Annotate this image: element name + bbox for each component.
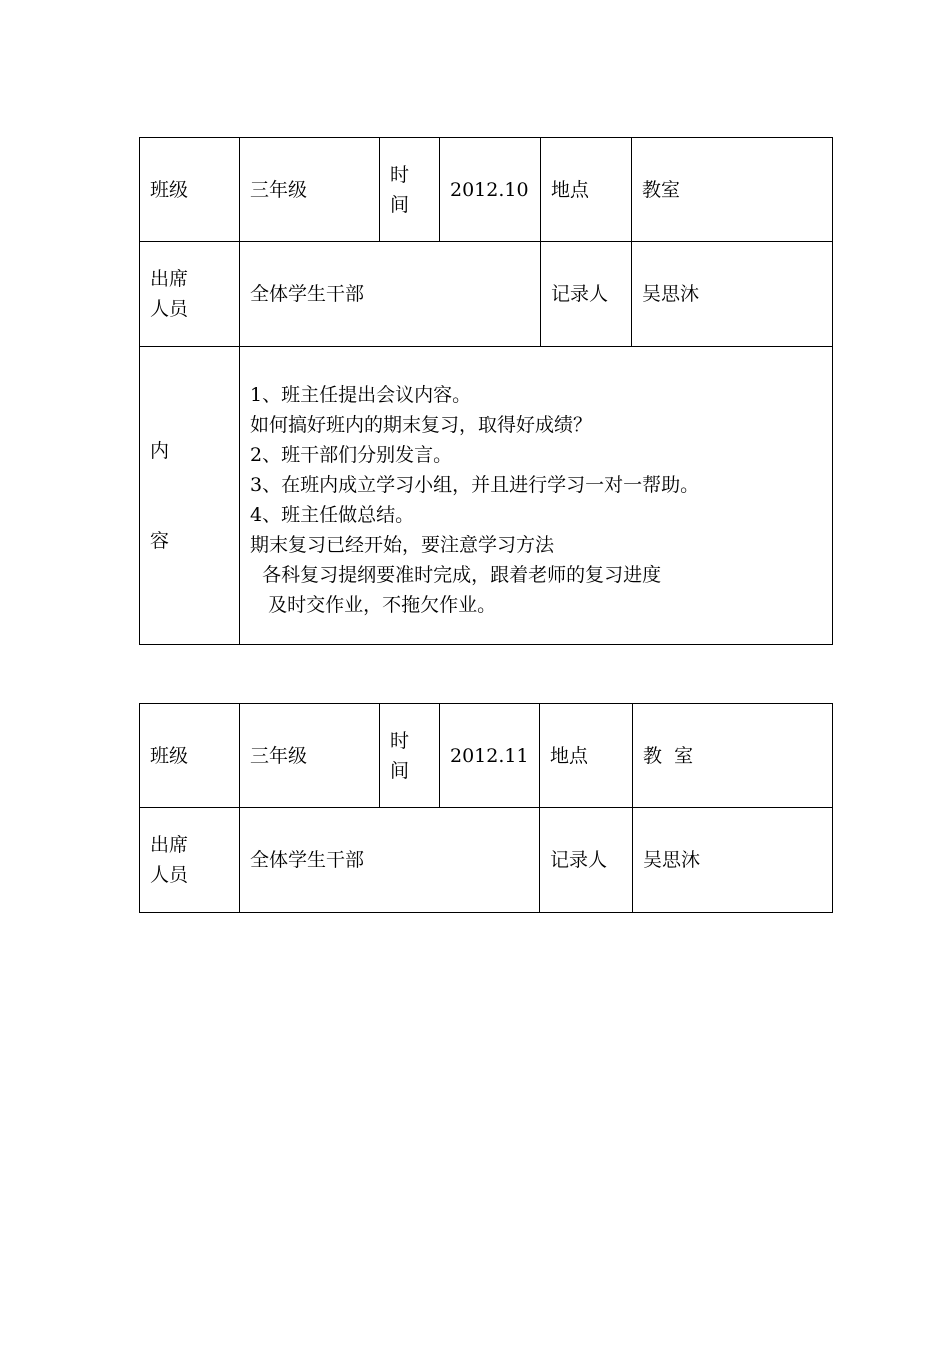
recorder-value: 吴思沐 xyxy=(633,808,833,913)
content-line: 3、在班内成立学习小组，并且进行学习一对一帮助。 xyxy=(250,473,700,496)
place-label: 地点 xyxy=(541,138,632,242)
class-label: 班级 xyxy=(140,138,240,242)
meeting-record-table-1 xyxy=(139,137,833,645)
class-value: 三年级 xyxy=(240,704,380,808)
time-label-line-2: 间 xyxy=(390,193,410,216)
recorder-label: 记录人 xyxy=(540,808,633,913)
content-line: 2、班干部们分别发言。 xyxy=(250,443,453,466)
attendees-label-line-1: 出席 xyxy=(150,834,189,856)
time-value: 2012.10 xyxy=(440,138,541,242)
place-value: 教室 xyxy=(632,138,833,242)
content-label xyxy=(140,347,240,645)
attendees-label-line-2: 人员 xyxy=(150,298,189,320)
recorder-label: 记录人 xyxy=(541,242,632,347)
recorder-value: 吴思沐 xyxy=(632,242,833,347)
content-line: 如何搞好班内的期末复习，取得好成绩？ xyxy=(250,413,593,436)
place-label: 地点 xyxy=(540,704,633,808)
attendees-value: 全体学生干部 xyxy=(240,808,540,913)
content-line: 及时交作业，不拖欠作业。 xyxy=(250,593,497,616)
attendees-value: 全体学生干部 xyxy=(240,242,541,347)
content-line: 1、班主任提出会议内容。 xyxy=(250,383,472,406)
time-label-line-2: 间 xyxy=(390,759,410,782)
class-label: 班级 xyxy=(140,704,240,808)
meeting-record-table-2 xyxy=(139,703,833,913)
attendees-row xyxy=(140,808,833,913)
time-value: 2012.11 xyxy=(440,704,540,808)
content-line: 期末复习已经开始，要注意学习方法 xyxy=(250,533,555,556)
attendees-row xyxy=(140,242,833,347)
place-value: 教 室 xyxy=(633,704,833,808)
content-row xyxy=(140,347,833,645)
content-label-line-2: 容 xyxy=(150,529,170,552)
time-label-line-1: 时 xyxy=(390,729,410,752)
content-line: 各科复习提纲要准时完成，跟着老师的复习进度 xyxy=(250,563,662,586)
header-row xyxy=(140,138,833,242)
attendees-label xyxy=(140,808,240,913)
time-label xyxy=(380,138,440,242)
content-label-line-1: 内 xyxy=(150,439,170,462)
time-label xyxy=(380,704,440,808)
attendees-label-line-1: 出席 xyxy=(150,268,189,290)
attendees-label xyxy=(140,242,240,347)
content-body xyxy=(240,347,833,645)
class-value: 三年级 xyxy=(240,138,380,242)
header-row xyxy=(140,704,833,808)
attendees-label-line-2: 人员 xyxy=(150,864,189,886)
time-label-line-1: 时 xyxy=(390,163,410,186)
content-line: 4、班主任做总结。 xyxy=(250,503,415,526)
